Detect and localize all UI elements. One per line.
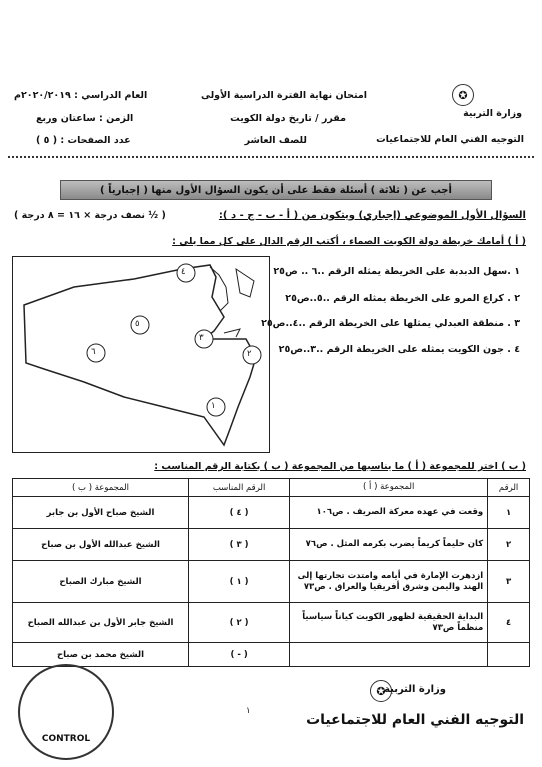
map-item-3: ٣ . منطقة العبدلي يمثلها على الخريطة الرقم ..٤..ص٢٥ xyxy=(261,318,520,329)
footer-emblem-icon: ✪ xyxy=(370,680,392,702)
instruction-text: أجب عن ( ثلاثة ) أسئلة فقط على أن يكون السؤال الأول منها ( إجبارياً ) xyxy=(100,184,452,196)
row-group-b: الشيخ جابر الأول بن عبدالله الصباح xyxy=(13,603,189,643)
row-group-a: البداية الحقيقية لظهور الكويت كياناً سياسياً منظماً ص٧٣ xyxy=(290,603,488,643)
map-label-6: ٦ xyxy=(91,347,96,357)
row-answer[interactable]: ( ٢ ) xyxy=(189,603,290,643)
q1-marks: ( ½ نصف درجة × ١٦ = ٨ درجة ) xyxy=(14,210,166,221)
footer-dept: التوجيه الفني العام للاجتماعيات xyxy=(306,712,524,728)
row-group-a xyxy=(290,643,488,667)
row-num: ٢ xyxy=(488,529,530,561)
row-answer[interactable]: ( ١ ) xyxy=(189,561,290,603)
row-num: ٤ xyxy=(488,603,530,643)
grade-label: للصف العاشر xyxy=(244,135,307,146)
map-label-4: ٤ xyxy=(181,267,186,277)
table-row xyxy=(13,643,530,667)
exam-title: امتحان نهاية الفترة الدراسية الأولى xyxy=(201,90,367,101)
table-row xyxy=(13,561,530,603)
stamp-text: CONTROL xyxy=(41,734,91,744)
year-label: العام الدراسي : ٢٠٢٠/٢٠١٩م xyxy=(14,90,148,101)
map-label-2: ٢ xyxy=(247,349,252,359)
row-group-b: الشيخ عبدالله الأول بن صباح xyxy=(13,529,189,561)
map-label-5: ٥ xyxy=(135,319,140,329)
kuwait-map-svg xyxy=(14,257,269,451)
course-label: مقرر / تاريخ دولة الكويت xyxy=(230,113,346,124)
ministry-label: وزارة التربية xyxy=(463,108,522,119)
part-b-title: ( ب ) اختر للمجموعة ( أ ) ما يناسبها من المجموعة ( ب ) بكتابة الرقم المناسب : xyxy=(154,461,526,472)
header-group-a: المجموعة ( أ ) xyxy=(290,479,488,497)
pages-label: عدد الصفحات : ( ٥ ) xyxy=(36,135,131,146)
map-label-1: ١ xyxy=(211,401,216,411)
table-row xyxy=(13,497,530,529)
row-num: ٣ xyxy=(488,561,530,603)
row-answer[interactable]: ( ٤ ) xyxy=(189,497,290,529)
instruction-banner xyxy=(60,180,492,200)
q1-title: السؤال الأول الموضوعي (إجباري) ويتكون من ( أ - ب - ج - د ): xyxy=(218,210,526,221)
row-group-a: ازدهرت الإمارة في أيامه وامتدت تجارتها إلى الهند واليمن وشرق أفريقيا والعراق . ص٧٣ xyxy=(290,561,488,603)
map-item-2: ٢ . كراع المرو على الخريطة يمثله الرقم ..٥..ص٢٥ xyxy=(285,293,520,304)
row-answer[interactable]: ( - ) xyxy=(189,643,290,667)
header-num: الرقم xyxy=(488,479,530,497)
row-group-a: وقعت في عهده معركة الصريف . ص١٠٦ xyxy=(290,497,488,529)
table-row xyxy=(13,603,530,643)
control-stamp xyxy=(18,664,114,760)
page-number: ١ xyxy=(246,706,251,716)
kuwait-map xyxy=(12,256,270,453)
row-group-a: كان حليماً كريماً يضرب بكرمه المثل . ص٧٦ xyxy=(290,529,488,561)
row-group-b: الشيخ صباح الأول بن جابر xyxy=(13,497,189,529)
row-group-b: الشيخ محمد بن صباح xyxy=(13,643,189,667)
footer-ministry: وزارة التربية xyxy=(384,684,446,695)
kuwait-emblem-icon: ✪ xyxy=(452,84,474,106)
header-answer: الرقم المناسب xyxy=(189,479,290,497)
map-label-3: ٣ xyxy=(199,333,204,343)
row-num: ١ xyxy=(488,497,530,529)
time-label: الزمن : ساعتان وربع xyxy=(36,113,134,124)
table-row xyxy=(13,529,530,561)
map-item-1: ١ .سهل الدبدبة على الخريطة يمثله الرقم ..٦ .. ص٢٥ xyxy=(273,266,520,277)
map-item-4: ٤ . جون الكويت يمثله على الخريطة الرقم ..٣..ص٢٥ xyxy=(278,344,520,355)
dept-label: التوجيه الفني العام للاجتماعيات xyxy=(376,134,524,145)
header-group-b: المجموعة ( ب ) xyxy=(13,479,189,497)
row-group-b: الشيخ مبارك الصباح xyxy=(13,561,189,603)
part-a-title: ( أ ) أمامك خريطة دولة الكويت الصماء ، أكتب الرقم الدال على كل مما يلي : xyxy=(172,236,526,247)
divider xyxy=(8,156,534,160)
row-num xyxy=(488,643,530,667)
table-header-row xyxy=(13,479,530,497)
matching-table xyxy=(12,478,530,667)
row-answer[interactable]: ( ٣ ) xyxy=(189,529,290,561)
